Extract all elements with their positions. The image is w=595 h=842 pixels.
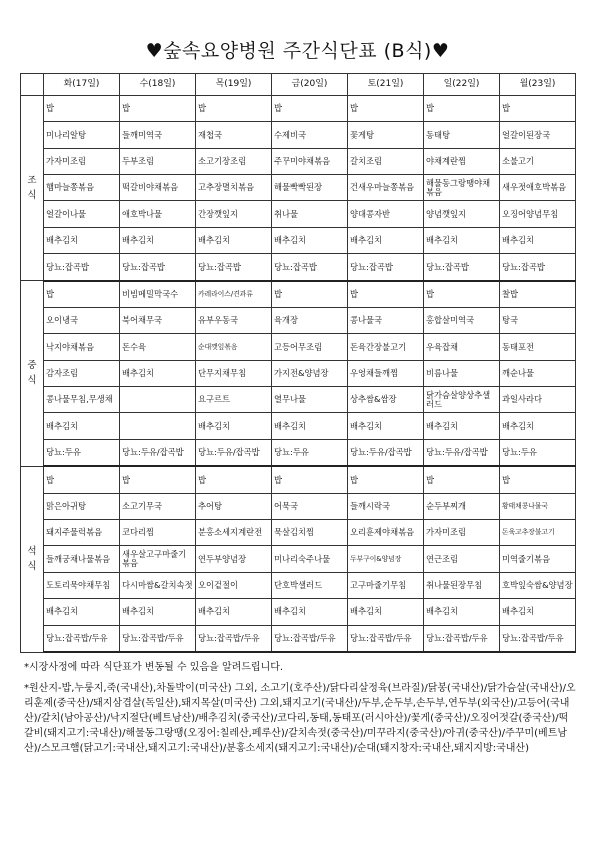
menu-cell: 들깨미역국 bbox=[120, 122, 196, 148]
menu-cell: 해물동그랑땡야채볶음 bbox=[424, 175, 500, 201]
menu-body bbox=[21, 96, 576, 653]
menu-cell: 햄마늘쫑볶음 bbox=[44, 175, 120, 201]
menu-cell: 당뇨:잡곡밥 bbox=[196, 254, 272, 281]
menu-row bbox=[21, 572, 576, 598]
menu-cell: 수제비국 bbox=[272, 122, 348, 148]
menu-cell: 당뇨:잡곡밥 bbox=[272, 254, 348, 281]
menu-row bbox=[21, 254, 576, 281]
menu-cell: 돼지주물럭볶음 bbox=[44, 520, 120, 546]
menu-cell: 밥 bbox=[500, 96, 576, 122]
menu-row bbox=[21, 387, 576, 413]
menu-cell: 오이겉절이 bbox=[196, 572, 272, 598]
menu-row bbox=[21, 308, 576, 334]
menu-cell: 고추장멸치볶음 bbox=[196, 175, 272, 201]
menu-cell: 애호박나물 bbox=[120, 201, 196, 227]
day-header: 월(23일) bbox=[500, 74, 576, 96]
menu-row bbox=[21, 175, 576, 201]
menu-row bbox=[21, 520, 576, 546]
menu-cell: 당뇨:잡곡밥/두유 bbox=[272, 625, 348, 652]
menu-cell: 과일사라다 bbox=[500, 387, 576, 413]
menu-cell: 밥 bbox=[120, 96, 196, 122]
menu-cell: 당뇨:잡곡밥/두유 bbox=[196, 625, 272, 652]
menu-cell: 호박잎숙쌈&양념장 bbox=[500, 572, 576, 598]
menu-cell: 당뇨:두유 bbox=[500, 439, 576, 466]
menu-cell: 순대깻잎볶음 bbox=[196, 334, 272, 360]
menu-cell: 배추김치 bbox=[44, 227, 120, 253]
menu-cell: 황태채콩나물국 bbox=[500, 493, 576, 519]
menu-cell: 밥 bbox=[44, 466, 120, 493]
menu-cell: 양대콩자반 bbox=[348, 201, 424, 227]
menu-cell: 들깨궁채나물볶음 bbox=[44, 546, 120, 572]
day-header: 일(22일) bbox=[424, 74, 500, 96]
menu-cell: 당뇨:잡곡밥 bbox=[348, 254, 424, 281]
menu-cell: 꽃게탕 bbox=[348, 122, 424, 148]
menu-row bbox=[21, 201, 576, 227]
menu-cell: 오이냉국 bbox=[44, 308, 120, 334]
menu-cell: 배추김치 bbox=[424, 413, 500, 439]
menu-cell: 연근조림 bbox=[424, 546, 500, 572]
menu-cell: 밥 bbox=[424, 281, 500, 308]
menu-cell: 깨순나물 bbox=[500, 360, 576, 386]
menu-cell: 얼갈이나물 bbox=[44, 201, 120, 227]
menu-cell: 당뇨:잡곡밥 bbox=[44, 254, 120, 281]
menu-row bbox=[21, 546, 576, 572]
menu-cell: 양념깻잎지 bbox=[424, 201, 500, 227]
menu-cell: 당뇨:두유/잡곡밥 bbox=[424, 439, 500, 466]
menu-cell: 당뇨:두유 bbox=[272, 439, 348, 466]
menu-cell: 건새우마늘쫑볶음 bbox=[348, 175, 424, 201]
meal-label: 석 식 bbox=[21, 466, 44, 652]
menu-cell: 배추김치 bbox=[348, 599, 424, 625]
menu-cell: 소고기무국 bbox=[120, 493, 196, 519]
menu-cell: 밥 bbox=[348, 96, 424, 122]
menu-row bbox=[21, 625, 576, 652]
menu-cell: 당뇨:두유/잡곡밥 bbox=[348, 439, 424, 466]
menu-cell: 카레라이스/견과류 bbox=[196, 281, 272, 308]
menu-cell: 순두부찌개 bbox=[424, 493, 500, 519]
menu-row bbox=[21, 599, 576, 625]
menu-cell: 동태탕 bbox=[424, 122, 500, 148]
menu-cell: 밥 bbox=[272, 281, 348, 308]
menu-cell bbox=[120, 413, 196, 439]
day-header: 토(21일) bbox=[348, 74, 424, 96]
menu-cell: 콩나물국 bbox=[348, 308, 424, 334]
menu-cell: 미역줄기볶음 bbox=[500, 546, 576, 572]
menu-cell: 당뇨:잡곡밥 bbox=[120, 254, 196, 281]
menu-cell: 소고기장조림 bbox=[196, 148, 272, 174]
menu-cell: 주꾸미야채볶음 bbox=[272, 148, 348, 174]
menu-cell: 가지전&양념장 bbox=[272, 360, 348, 386]
day-header: 금(20일) bbox=[272, 74, 348, 96]
menu-cell: 탕국 bbox=[500, 308, 576, 334]
menu-row bbox=[21, 96, 576, 122]
menu-cell: 감자조림 bbox=[44, 360, 120, 386]
menu-cell: 고구마줄기무침 bbox=[348, 572, 424, 598]
menu-cell: 유부우동국 bbox=[196, 308, 272, 334]
menu-cell: 오징어양념무침 bbox=[500, 201, 576, 227]
menu-cell: 동태포전 bbox=[500, 334, 576, 360]
menu-cell bbox=[120, 387, 196, 413]
menu-cell: 돈육고추장불고기 bbox=[500, 520, 576, 546]
menu-cell: 해물빡빡된장 bbox=[272, 175, 348, 201]
meal-label: 중 식 bbox=[21, 281, 44, 467]
menu-row bbox=[21, 148, 576, 174]
menu-cell: 밥 bbox=[196, 466, 272, 493]
menu-cell: 미나리알탕 bbox=[44, 122, 120, 148]
menu-cell: 단무지채무침 bbox=[196, 360, 272, 386]
menu-cell: 단호박샐러드 bbox=[272, 572, 348, 598]
menu-cell: 밥 bbox=[500, 466, 576, 493]
menu-cell: 육개장 bbox=[272, 308, 348, 334]
menu-cell: 배추김치 bbox=[272, 413, 348, 439]
menu-cell: 배추김치 bbox=[500, 413, 576, 439]
menu-cell: 열무나물 bbox=[272, 387, 348, 413]
menu-cell: 배추김치 bbox=[44, 413, 120, 439]
menu-cell: 배추김치 bbox=[272, 227, 348, 253]
menu-row bbox=[21, 466, 576, 493]
menu-cell: 얼갈이된장국 bbox=[500, 122, 576, 148]
menu-cell: 연두부양념장 bbox=[196, 546, 272, 572]
day-header: 목(19일) bbox=[196, 74, 272, 96]
menu-cell: 두부조림 bbox=[120, 148, 196, 174]
menu-cell: 두부구이&양념장 bbox=[348, 546, 424, 572]
menu-cell: 비빔메밀막국수 bbox=[120, 281, 196, 308]
menu-cell: 밥 bbox=[120, 466, 196, 493]
menu-cell: 맑은아귀탕 bbox=[44, 493, 120, 519]
menu-cell: 재첩국 bbox=[196, 122, 272, 148]
menu-cell: 배추김치 bbox=[500, 227, 576, 253]
menu-cell: 취나물 bbox=[272, 201, 348, 227]
day-header: 화(17일) bbox=[44, 74, 120, 96]
menu-cell: 밥 bbox=[272, 96, 348, 122]
menu-cell: 홍합살미역국 bbox=[424, 308, 500, 334]
menu-cell: 배추김치 bbox=[272, 599, 348, 625]
menu-cell: 들깨시락국 bbox=[348, 493, 424, 519]
menu-cell: 우육잡채 bbox=[424, 334, 500, 360]
menu-cell: 당뇨:두유/잡곡밥 bbox=[196, 439, 272, 466]
menu-row bbox=[21, 227, 576, 253]
menu-cell: 소불고기 bbox=[500, 148, 576, 174]
menu-row bbox=[21, 439, 576, 466]
menu-cell: 배추김치 bbox=[120, 227, 196, 253]
weekly-menu-table bbox=[20, 73, 576, 653]
menu-cell: 당뇨:잡곡밥/두유 bbox=[44, 625, 120, 652]
menu-cell: 배추김치 bbox=[196, 413, 272, 439]
menu-cell: 새우젓애호박볶음 bbox=[500, 175, 576, 201]
menu-cell: 떡갈비야채볶음 bbox=[120, 175, 196, 201]
menu-cell: 낙지야채볶음 bbox=[44, 334, 120, 360]
menu-cell: 미나리숙주나물 bbox=[272, 546, 348, 572]
menu-cell: 우엉채들깨찜 bbox=[348, 360, 424, 386]
menu-cell: 배추김치 bbox=[424, 599, 500, 625]
menu-row bbox=[21, 122, 576, 148]
menu-cell: 당뇨:두유/잡곡밥 bbox=[120, 439, 196, 466]
corner-cell bbox=[21, 74, 44, 96]
menu-cell: 당뇨:잡곡밥/두유 bbox=[424, 625, 500, 652]
menu-cell: 당뇨:잡곡밥/두유 bbox=[500, 625, 576, 652]
page-title: ♥숲속요양병원 주간식단표 (B식)♥ bbox=[145, 40, 450, 62]
menu-cell: 배추김치 bbox=[196, 227, 272, 253]
menu-cell: 배추김치 bbox=[348, 413, 424, 439]
menu-cell: 밥 bbox=[424, 466, 500, 493]
day-header-row bbox=[21, 74, 576, 96]
menu-cell: 밥 bbox=[44, 281, 120, 308]
menu-cell: 배추김치 bbox=[120, 360, 196, 386]
menu-row bbox=[21, 334, 576, 360]
menu-cell: 북어채무국 bbox=[120, 308, 196, 334]
menu-cell: 배추김치 bbox=[196, 599, 272, 625]
menu-row bbox=[21, 493, 576, 519]
menu-cell: 코다리찜 bbox=[120, 520, 196, 546]
menu-cell: 당뇨:잡곡밥 bbox=[500, 254, 576, 281]
menu-row bbox=[21, 281, 576, 308]
menu-cell: 당뇨:잡곡밥 bbox=[424, 254, 500, 281]
menu-cell: 야채계란찜 bbox=[424, 148, 500, 174]
menu-cell: 당뇨:잡곡밥/두유 bbox=[120, 625, 196, 652]
menu-row bbox=[21, 360, 576, 386]
origin-info: *원산지-밥,누룽지,죽(국내산),차돌박이(미국산) 그외, 소고기(호주산)/닭다리살정육(브라질)/닭봉(국내산)/닭가슴살(국내산)/오리훈제(중국산)/돼지삼겹살(독일산),돼지목살(미국산) 그외,돼지고기(국내산)/두부,순두부,손두부,연두부(외국산)/고등어(국내산)/갈치(남아공산)/낙지절단(베트남산)/배추김치(중국산)/코다리,동태,동태포(러시아산)/꽃게(중국산)/오징어젓갈(중국산)/떡갈비(돼지고기:국내산)/해물동그랑땡(오징어:칠레산,페루산)/갈치속젓(중국산)/미꾸라지(중국산)/아귀(중국산)/주꾸미(베트남산)/스모크햄(닭고기:국내산,돼지고기:국내산)/분홍소세지(돼지고기:국내산)/순대(돼지창자:국내산,돼지지방:국내산) bbox=[24, 683, 576, 754]
menu-cell: 배추김치 bbox=[348, 227, 424, 253]
notes bbox=[24, 660, 576, 762]
menu-cell: 돈수육 bbox=[120, 334, 196, 360]
menu-cell: 고등어무조림 bbox=[272, 334, 348, 360]
menu-cell: 간장깻잎지 bbox=[196, 201, 272, 227]
menu-cell: 분홍소세지계란전 bbox=[196, 520, 272, 546]
menu-cell: 배추김치 bbox=[44, 599, 120, 625]
menu-cell: 비름나물 bbox=[424, 360, 500, 386]
menu-cell: 다시마쌈&갈치속젓 bbox=[120, 572, 196, 598]
menu-cell: 배추김치 bbox=[500, 599, 576, 625]
menu-cell: 돈육간장불고기 bbox=[348, 334, 424, 360]
menu-cell: 밥 bbox=[348, 466, 424, 493]
menu-cell: 가자미조림 bbox=[424, 520, 500, 546]
menu-cell: 밥 bbox=[348, 281, 424, 308]
menu-cell: 당뇨:두유 bbox=[44, 439, 120, 466]
menu-cell: 닭가슴살양상추샐러드 bbox=[424, 387, 500, 413]
menu-cell: 밥 bbox=[272, 466, 348, 493]
menu-cell: 콩나물무침,무생채 bbox=[44, 387, 120, 413]
menu-cell: 밥 bbox=[424, 96, 500, 122]
menu-cell: 찰밥 bbox=[500, 281, 576, 308]
menu-cell: 취나물된장무침 bbox=[424, 572, 500, 598]
change-notice: *시장사정에 따라 식단표가 변동될 수 있음을 알려드립니다. bbox=[24, 662, 284, 673]
menu-cell: 밥 bbox=[44, 96, 120, 122]
menu-cell: 가자미조림 bbox=[44, 148, 120, 174]
menu-cell: 묵살김치찜 bbox=[272, 520, 348, 546]
menu-cell: 갈치조림 bbox=[348, 148, 424, 174]
menu-cell: 밥 bbox=[196, 96, 272, 122]
menu-cell: 새우살고구마줄기볶음 bbox=[120, 546, 196, 572]
menu-cell: 요구르트 bbox=[196, 387, 272, 413]
menu-cell: 당뇨:잡곡밥/두유 bbox=[348, 625, 424, 652]
menu-cell: 추어탕 bbox=[196, 493, 272, 519]
menu-cell: 상추쌈&쌈장 bbox=[348, 387, 424, 413]
menu-cell: 배추김치 bbox=[424, 227, 500, 253]
menu-cell: 어묵국 bbox=[272, 493, 348, 519]
day-header: 수(18일) bbox=[120, 74, 196, 96]
menu-cell: 배추김치 bbox=[120, 599, 196, 625]
menu-cell: 오리훈제야채볶음 bbox=[348, 520, 424, 546]
menu-cell: 도토리묵야채무침 bbox=[44, 572, 120, 598]
menu-row bbox=[21, 413, 576, 439]
meal-label: 조 식 bbox=[21, 96, 44, 281]
